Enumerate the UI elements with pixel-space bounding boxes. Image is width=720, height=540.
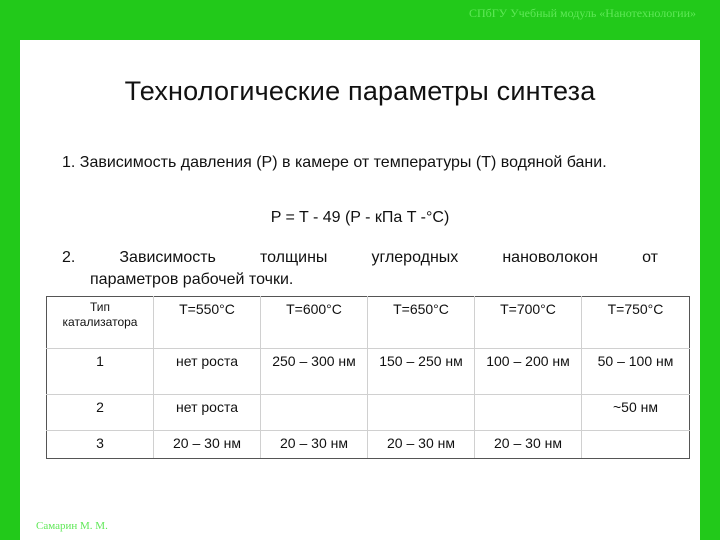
table-row bbox=[47, 395, 690, 431]
header-cell-t650: T=650°C bbox=[368, 297, 475, 349]
header-cell-t750: T=750°C bbox=[582, 297, 690, 349]
item-1-text: 1. Зависимость давления (P) в камере от температуры (T) водяной бани. bbox=[62, 154, 607, 171]
table-cell: 100 – 200 нм bbox=[475, 349, 582, 395]
formula: P = T - 49 (P - кПа T -°С) bbox=[270, 209, 450, 226]
header-note: СПбГУ Учебный модуль «Нанотехнологии» bbox=[468, 6, 696, 20]
table-cell: 2 bbox=[47, 395, 154, 431]
item-2-line-2: параметров рабочей точки. bbox=[90, 271, 294, 288]
table-cell bbox=[582, 431, 690, 459]
item-2 bbox=[62, 247, 658, 291]
table-header-row bbox=[47, 297, 690, 349]
header-cell-t550: T=550°C bbox=[154, 297, 261, 349]
table-row bbox=[47, 349, 690, 395]
slide bbox=[20, 40, 700, 540]
table-cell: нет роста bbox=[154, 349, 261, 395]
item-2-word: Зависимость bbox=[119, 249, 216, 266]
table-cell: 3 bbox=[47, 431, 154, 459]
table-row bbox=[47, 431, 690, 459]
table-cell: нет роста bbox=[154, 395, 261, 431]
header-cell-t600: T=600°C bbox=[261, 297, 368, 349]
header-cell-t700: T=700°C bbox=[475, 297, 582, 349]
item-2-word: углеродных bbox=[371, 249, 459, 266]
parameters-table bbox=[46, 296, 690, 459]
table-cell: 20 – 30 нм bbox=[261, 431, 368, 459]
item-2-word: толщины bbox=[259, 249, 328, 266]
table-cell: 20 – 30 нм bbox=[368, 431, 475, 459]
table-cell bbox=[475, 395, 582, 431]
table-cell bbox=[261, 395, 368, 431]
table-cell: 20 – 30 нм bbox=[475, 431, 582, 459]
table-cell: ~50 нм bbox=[582, 395, 690, 431]
header-cell-catalyst: Тип катализатора bbox=[47, 297, 154, 349]
item-2-word: от bbox=[642, 249, 658, 266]
item-2-number: 2. bbox=[62, 249, 76, 266]
table-cell bbox=[368, 395, 475, 431]
footer-note: Самарин М. М. bbox=[36, 520, 108, 532]
table-cell: 20 – 30 нм bbox=[154, 431, 261, 459]
slide-title: Технологические параметры синтеза bbox=[124, 76, 596, 106]
table-cell: 250 – 300 нм bbox=[261, 349, 368, 395]
item-2-line-1 bbox=[62, 247, 658, 269]
table-cell: 1 bbox=[47, 349, 154, 395]
table-cell: 150 – 250 нм bbox=[368, 349, 475, 395]
table-cell: 50 – 100 нм bbox=[582, 349, 690, 395]
item-2-word: нановолокон bbox=[502, 249, 599, 266]
